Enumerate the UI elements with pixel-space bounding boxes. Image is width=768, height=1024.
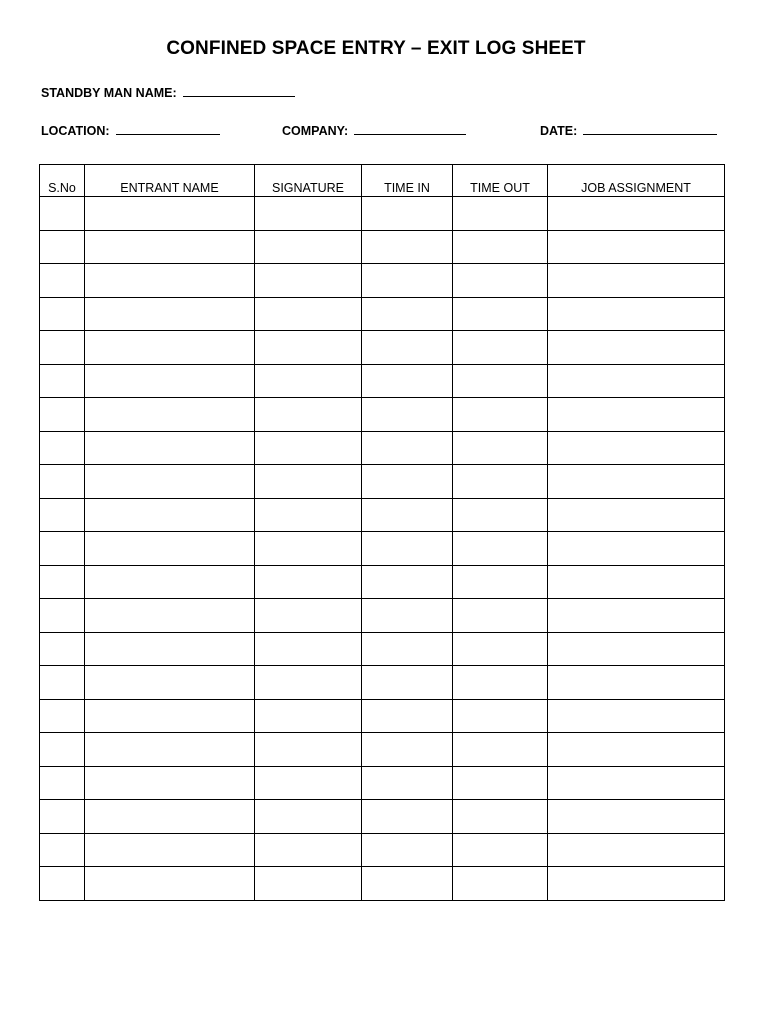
entry-exit-log-table: [39, 164, 725, 901]
cell-job-assignment[interactable]: [548, 197, 725, 231]
cell-job-assignment[interactable]: [548, 465, 725, 499]
cell-signature[interactable]: [255, 264, 362, 298]
cell-time-in[interactable]: [362, 632, 453, 666]
cell-time-in[interactable]: [362, 532, 453, 566]
company-field: [282, 122, 466, 138]
cell-time-in[interactable]: [362, 766, 453, 800]
cell-time-out[interactable]: [453, 431, 548, 465]
column-header-time-out: TIME OUT: [453, 165, 548, 197]
cell-job-assignment[interactable]: [548, 398, 725, 432]
cell-entrant-name[interactable]: [85, 532, 255, 566]
table-row: [40, 565, 725, 599]
cell-signature[interactable]: [255, 465, 362, 499]
table-row: [40, 264, 725, 298]
cell-signature[interactable]: [255, 431, 362, 465]
table-row: [40, 331, 725, 365]
cell-job-assignment[interactable]: [548, 766, 725, 800]
table-body: [40, 197, 725, 901]
table-row: [40, 498, 725, 532]
cell-entrant-name[interactable]: [85, 230, 255, 264]
column-header-time-in: TIME IN: [362, 165, 453, 197]
table-row: [40, 465, 725, 499]
cell-job-assignment[interactable]: [548, 699, 725, 733]
cell-time-in[interactable]: [362, 833, 453, 867]
cell-entrant-name[interactable]: [85, 833, 255, 867]
cell-sno[interactable]: [40, 465, 85, 499]
table-row: [40, 364, 725, 398]
cell-sno[interactable]: [40, 699, 85, 733]
table-row: [40, 766, 725, 800]
column-header-job-assignment: JOB ASSIGNMENT: [548, 165, 725, 197]
cell-time-out[interactable]: [453, 666, 548, 700]
cell-time-out[interactable]: [453, 230, 548, 264]
cell-time-in[interactable]: [362, 498, 453, 532]
cell-sno[interactable]: [40, 230, 85, 264]
cell-job-assignment[interactable]: [548, 565, 725, 599]
cell-job-assignment[interactable]: [548, 297, 725, 331]
table-row: [40, 197, 725, 231]
cell-entrant-name[interactable]: [85, 331, 255, 365]
cell-entrant-name[interactable]: [85, 297, 255, 331]
standby-man-name-blank[interactable]: [183, 84, 295, 97]
cell-sno[interactable]: [40, 431, 85, 465]
cell-time-out[interactable]: [453, 800, 548, 834]
cell-entrant-name[interactable]: [85, 867, 255, 901]
cell-entrant-name[interactable]: [85, 699, 255, 733]
cell-sno[interactable]: [40, 733, 85, 767]
table-row: [40, 230, 725, 264]
cell-time-out[interactable]: [453, 532, 548, 566]
cell-entrant-name[interactable]: [85, 498, 255, 532]
company-blank[interactable]: [354, 122, 466, 135]
cell-signature[interactable]: [255, 398, 362, 432]
cell-time-out[interactable]: [453, 867, 548, 901]
cell-time-out[interactable]: [453, 565, 548, 599]
table-row: [40, 431, 725, 465]
table-row: [40, 599, 725, 633]
standby-man-name-label: STANDBY MAN NAME:: [41, 86, 177, 100]
cell-sno[interactable]: [40, 766, 85, 800]
cell-sno[interactable]: [40, 833, 85, 867]
cell-time-out[interactable]: [453, 498, 548, 532]
cell-time-in[interactable]: [362, 431, 453, 465]
date-label: DATE:: [540, 124, 578, 138]
cell-sno[interactable]: [40, 297, 85, 331]
cell-signature[interactable]: [255, 498, 362, 532]
cell-signature[interactable]: [255, 766, 362, 800]
cell-signature[interactable]: [255, 699, 362, 733]
cell-entrant-name[interactable]: [85, 800, 255, 834]
cell-time-out[interactable]: [453, 699, 548, 733]
cell-time-out[interactable]: [453, 599, 548, 633]
standby-man-name-field: [41, 84, 295, 100]
cell-entrant-name[interactable]: [85, 197, 255, 231]
cell-sno[interactable]: [40, 364, 85, 398]
table-row: [40, 666, 725, 700]
cell-time-in[interactable]: [362, 264, 453, 298]
cell-time-out[interactable]: [453, 632, 548, 666]
cell-time-out[interactable]: [453, 465, 548, 499]
cell-job-assignment[interactable]: [548, 632, 725, 666]
cell-entrant-name[interactable]: [85, 364, 255, 398]
cell-entrant-name[interactable]: [85, 666, 255, 700]
cell-time-out[interactable]: [453, 264, 548, 298]
table-row: [40, 733, 725, 767]
cell-entrant-name[interactable]: [85, 599, 255, 633]
cell-job-assignment[interactable]: [548, 666, 725, 700]
cell-time-in[interactable]: [362, 565, 453, 599]
table-row: [40, 297, 725, 331]
table-row: [40, 398, 725, 432]
cell-time-in[interactable]: [362, 465, 453, 499]
cell-time-out[interactable]: [453, 197, 548, 231]
date-field: [540, 122, 717, 138]
cell-signature[interactable]: [255, 733, 362, 767]
cell-sno[interactable]: [40, 331, 85, 365]
cell-job-assignment[interactable]: [548, 264, 725, 298]
cell-job-assignment[interactable]: [548, 867, 725, 901]
column-header-entrant-name: ENTRANT NAME: [85, 165, 255, 197]
cell-signature[interactable]: [255, 666, 362, 700]
table-row: [40, 532, 725, 566]
cell-time-out[interactable]: [453, 364, 548, 398]
cell-signature[interactable]: [255, 867, 362, 901]
cell-sno[interactable]: [40, 800, 85, 834]
cell-signature[interactable]: [255, 599, 362, 633]
cell-sno[interactable]: [40, 197, 85, 231]
cell-sno[interactable]: [40, 264, 85, 298]
cell-time-out[interactable]: [453, 733, 548, 767]
cell-time-out[interactable]: [453, 331, 548, 365]
cell-time-out[interactable]: [453, 833, 548, 867]
cell-sno[interactable]: [40, 498, 85, 532]
cell-time-in[interactable]: [362, 733, 453, 767]
cell-sno[interactable]: [40, 565, 85, 599]
cell-signature[interactable]: [255, 565, 362, 599]
column-header-sno: S.No: [40, 165, 85, 197]
cell-job-assignment[interactable]: [548, 800, 725, 834]
cell-job-assignment[interactable]: [548, 230, 725, 264]
cell-entrant-name[interactable]: [85, 431, 255, 465]
cell-time-in[interactable]: [362, 398, 453, 432]
location-label: LOCATION:: [41, 124, 110, 138]
date-blank[interactable]: [583, 122, 717, 135]
cell-time-in[interactable]: [362, 699, 453, 733]
cell-sno[interactable]: [40, 398, 85, 432]
cell-sno[interactable]: [40, 532, 85, 566]
cell-signature[interactable]: [255, 197, 362, 231]
document-title: CONFINED SPACE ENTRY – EXIT LOG SHEET: [166, 38, 586, 59]
cell-job-assignment[interactable]: [548, 331, 725, 365]
cell-time-in[interactable]: [362, 364, 453, 398]
cell-signature[interactable]: [255, 800, 362, 834]
table-row: [40, 800, 725, 834]
table-row: [40, 699, 725, 733]
cell-sno[interactable]: [40, 632, 85, 666]
location-field: [41, 122, 220, 138]
cell-job-assignment[interactable]: [548, 498, 725, 532]
column-header-signature: SIGNATURE: [255, 165, 362, 197]
cell-signature[interactable]: [255, 833, 362, 867]
cell-signature[interactable]: [255, 364, 362, 398]
cell-entrant-name[interactable]: [85, 632, 255, 666]
cell-time-in[interactable]: [362, 230, 453, 264]
table-row: [40, 833, 725, 867]
cell-time-in[interactable]: [362, 666, 453, 700]
cell-signature[interactable]: [255, 532, 362, 566]
table-header-row: [40, 165, 725, 197]
cell-time-in[interactable]: [362, 800, 453, 834]
cell-entrant-name[interactable]: [85, 398, 255, 432]
cell-entrant-name[interactable]: [85, 766, 255, 800]
cell-entrant-name[interactable]: [85, 465, 255, 499]
cell-signature[interactable]: [255, 297, 362, 331]
cell-job-assignment[interactable]: [548, 733, 725, 767]
cell-time-in[interactable]: [362, 297, 453, 331]
table-row: [40, 632, 725, 666]
cell-entrant-name[interactable]: [85, 264, 255, 298]
cell-entrant-name[interactable]: [85, 733, 255, 767]
cell-time-in[interactable]: [362, 331, 453, 365]
cell-sno[interactable]: [40, 867, 85, 901]
cell-sno[interactable]: [40, 599, 85, 633]
cell-time-in[interactable]: [362, 867, 453, 901]
company-label: COMPANY:: [282, 124, 349, 138]
cell-time-in[interactable]: [362, 197, 453, 231]
cell-job-assignment[interactable]: [548, 532, 725, 566]
cell-job-assignment[interactable]: [548, 364, 725, 398]
table-row: [40, 867, 725, 901]
location-blank[interactable]: [116, 122, 220, 135]
cell-signature[interactable]: [255, 331, 362, 365]
cell-job-assignment[interactable]: [548, 431, 725, 465]
cell-job-assignment[interactable]: [548, 599, 725, 633]
cell-signature[interactable]: [255, 632, 362, 666]
cell-time-in[interactable]: [362, 599, 453, 633]
cell-time-out[interactable]: [453, 766, 548, 800]
cell-time-out[interactable]: [453, 398, 548, 432]
cell-time-out[interactable]: [453, 297, 548, 331]
cell-entrant-name[interactable]: [85, 565, 255, 599]
cell-sno[interactable]: [40, 666, 85, 700]
cell-job-assignment[interactable]: [548, 833, 725, 867]
cell-signature[interactable]: [255, 230, 362, 264]
